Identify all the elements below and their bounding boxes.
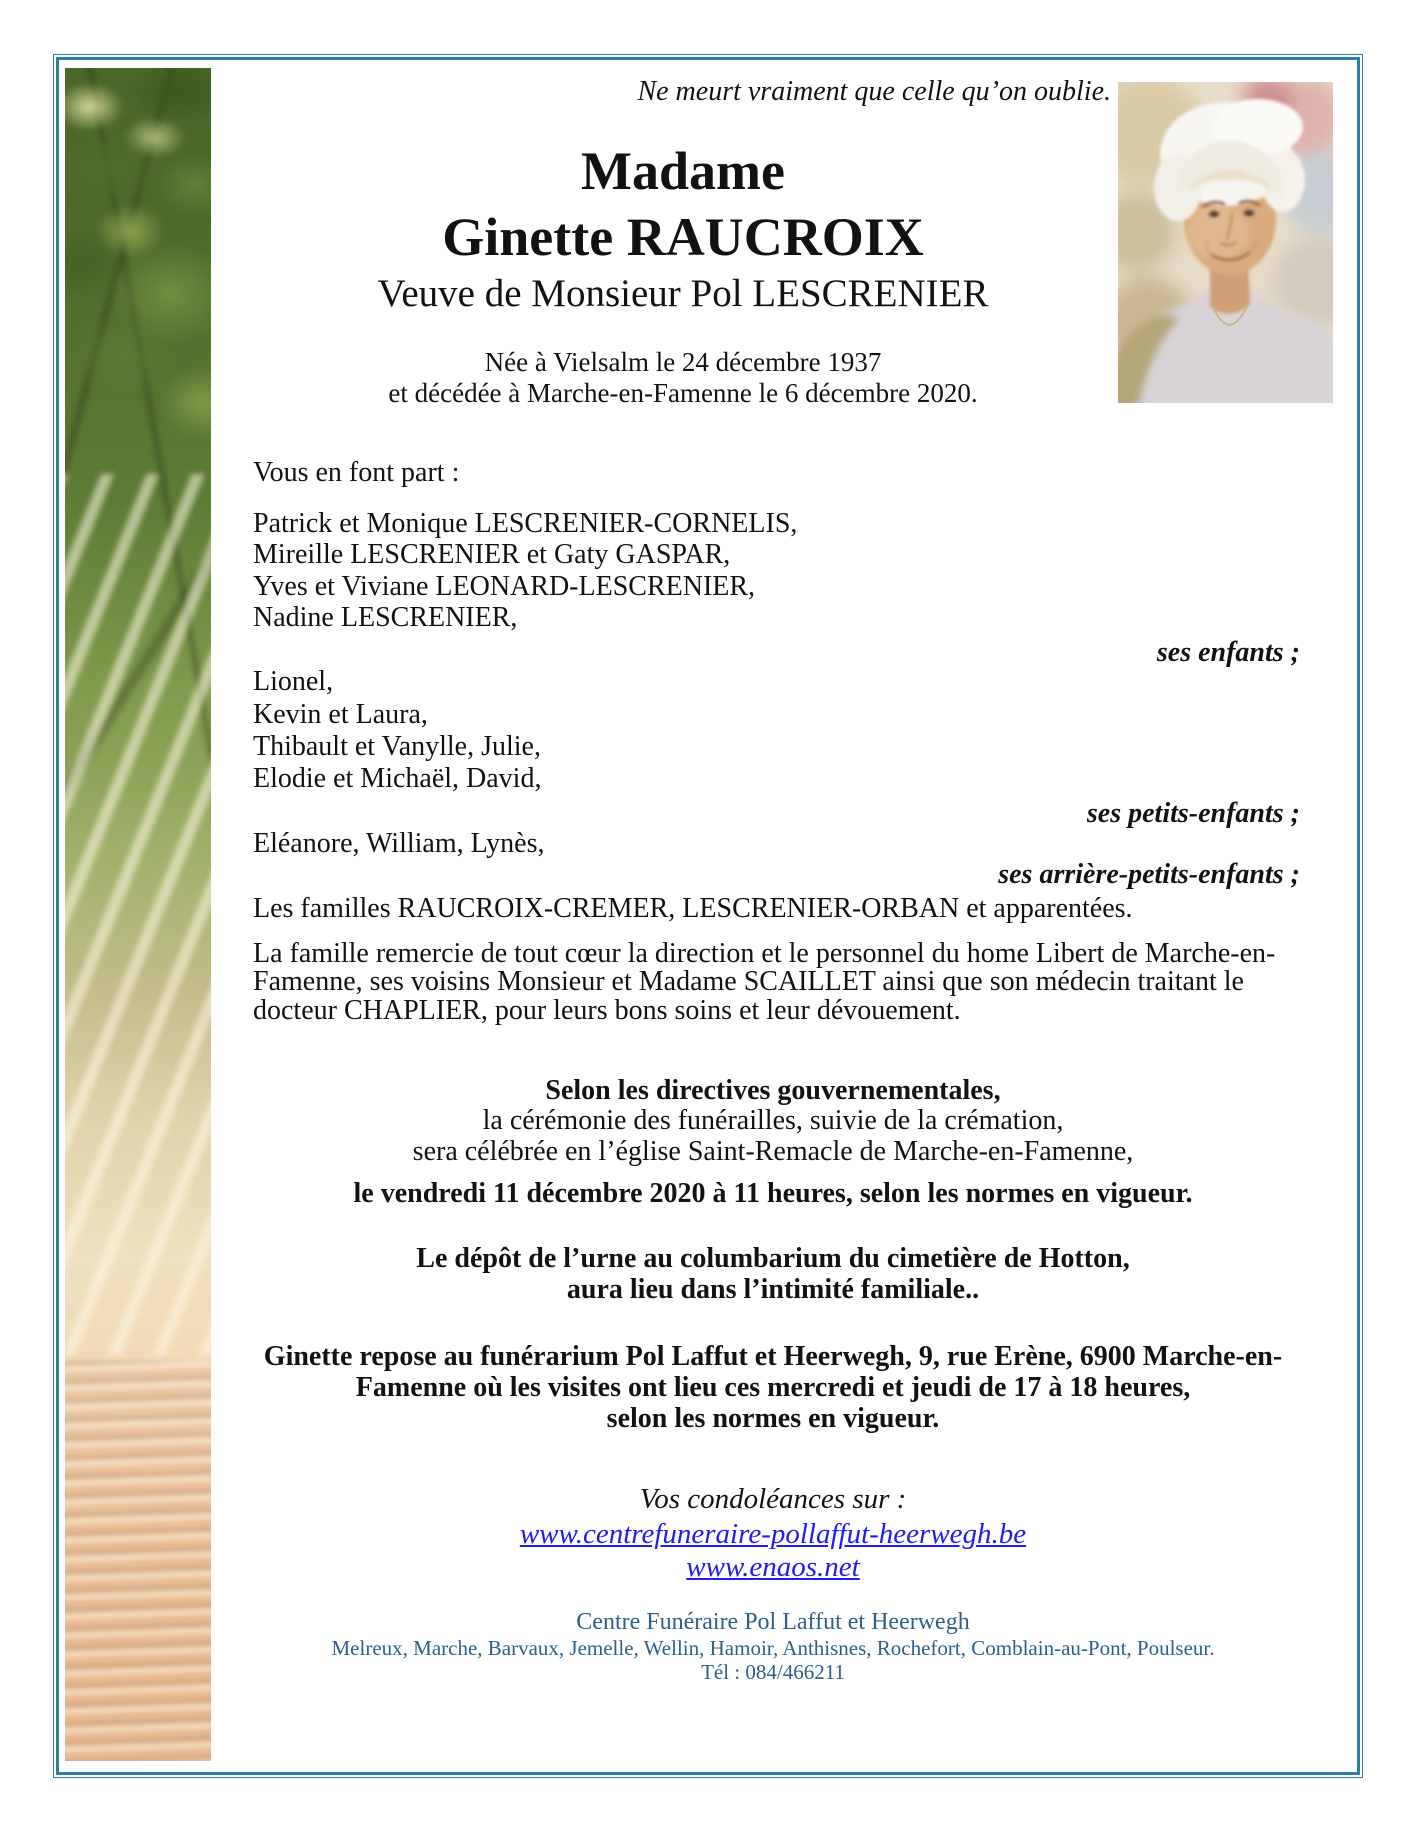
child-line: Yves et Viviane LEONARD-LESCRENIER, — [253, 571, 756, 602]
death-line: et décédée à Marche-en-Famenne le 6 décembre 2020. — [388, 378, 978, 408]
funeral-home-website-link[interactable]: www.centrefuneraire-pollaffut-heerwegh.be — [519, 1518, 1027, 1550]
funeral-home-cities: Melreux, Marche, Barvaux, Jemelle, Wellin, Hamoir, Anthisnes, Rochefort, Comblain-au-Pont, Poulseur. — [331, 1636, 1215, 1660]
thanks-line: La famille remercie de tout cœur la direction et le personnel du home Libert de Marche-en- — [253, 938, 1276, 969]
grandchild-line: Elodie et Michaël, David, — [253, 763, 542, 794]
widow-subtitle: Veuve de Monsieur Pol LESCRENIER — [377, 272, 989, 315]
forest-path-image — [65, 68, 211, 1761]
church-line: sera célébrée en l’église Saint-Remacle de Marche-en-Famenne, — [412, 1136, 1134, 1167]
funeral-home-phone: Tél : 084/466211 — [701, 1660, 845, 1684]
child-line: Mireille LESCRENIER et Gaty GASPAR, — [253, 539, 731, 570]
great-grandchildren-label: ses arrière-petits-enfants ; — [998, 859, 1300, 890]
ceremony-date-line: le vendredi 11 décembre 2020 à 11 heures, selon les normes en vigueur. — [353, 1178, 1193, 1209]
child-line: Nadine LESCRENIER, — [253, 602, 518, 633]
ceremony-line: la cérémonie des funérailles, suivie de la crémation, — [482, 1105, 1064, 1136]
repose-line: Ginette repose au funérarium Pol Laffut et Heerwegh, 9, rue Erène, 6900 Marche-en- — [263, 1341, 1283, 1372]
thanks-line: docteur CHAPLIER, pour leurs bons soins et leur dévouement. — [253, 995, 961, 1026]
condolences-link-row — [211, 1518, 1335, 1551]
enaos-website-link[interactable]: www.enaos.net — [686, 1551, 860, 1583]
title-madame: Madame — [581, 141, 785, 201]
children-label: ses enfants ; — [1156, 637, 1300, 668]
families-line: Les familles RAUCROIX-CREMER, LESCRENIER-ORBAN et apparentées. — [253, 893, 1133, 924]
sunbeam-texture — [65, 474, 211, 1354]
grandchild-line: Thibault et Vanylle, Julie, — [253, 731, 541, 762]
memorial-quote: Ne meurt vraiment que celle qu’on oublie. — [637, 76, 1111, 107]
path-texture — [65, 1361, 211, 1761]
grandchildren-label: ses petits-enfants ; — [1086, 798, 1300, 829]
directives-line: Selon les directives gouvernementales, — [545, 1075, 1001, 1106]
funeral-home-name: Centre Funéraire Pol Laffut et Heerwegh — [576, 1609, 970, 1635]
condolences-link-row — [211, 1551, 1335, 1584]
announcement-intro: Vous en font part : — [253, 457, 460, 488]
grandchild-line: Kevin et Laura, — [253, 699, 428, 730]
repose-line: Famenne où les visites ont lieu ces mercredi et jeudi de 17 à 18 heures, — [355, 1372, 1191, 1403]
grandchild-line: Lionel, — [253, 666, 334, 697]
urn-line: Le dépôt de l’urne au columbarium du cimetière de Hotton, — [416, 1243, 1130, 1274]
condolences-label: Vos condoléances sur : — [639, 1483, 907, 1515]
birth-line: Née à Vielsalm le 24 décembre 1937 — [484, 347, 882, 377]
great-grandchildren-line: Eléanore, William, Lynès, — [253, 828, 545, 859]
urn-line: aura lieu dans l’intimité familiale.. — [566, 1274, 980, 1305]
child-line: Patrick et Monique LESCRENIER-CORNELIS, — [253, 508, 798, 539]
thanks-line: Famenne, ses voisins Monsieur et Madame SCAILLET ainsi que son médecin traitant le — [253, 966, 1244, 997]
repose-line: selon les normes en vigueur. — [606, 1403, 940, 1434]
deceased-name: Ginette RAUCROIX — [442, 207, 924, 267]
